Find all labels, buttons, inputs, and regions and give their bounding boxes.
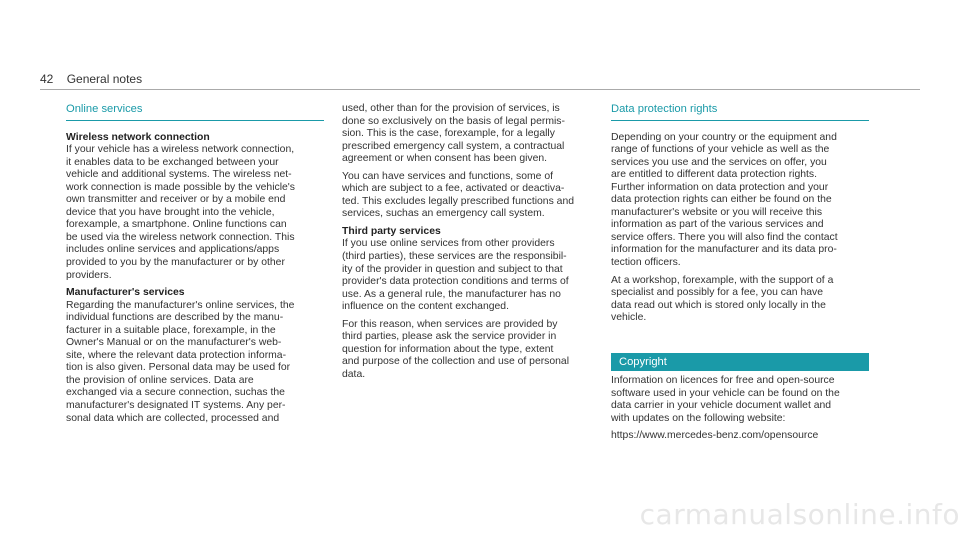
manufacturer-services-heading: Manufacturer's services — [66, 287, 185, 299]
wireless-network-text: If your vehicle has a wireless network connection, it enables data to be exchanged between your vehicle and additional systems. The wireless net- work connection is made possible by the vehicle's own transmitter and receiver or by a mobile end device that you have brought into the vehicle, forexample, a smartphone. Online functions can be used via the wireless network connection. This includes online services and applications/apps provided to you by the manufacturer or by other providers. — [66, 144, 295, 281]
paragraph-third-party-reason: For this reason, when services are provided by third parties, please ask the service provider in question for information about the type, extent and purpose of the collection and use of personal data. — [342, 318, 570, 380]
paragraph-activation: You can have services and functions, some of which are subject to a fee, activated or deactiva- ted. This excludes legally prescribed functions and services, suchas an emergency call system. — [342, 170, 574, 220]
column-data-protection — [611, 103, 869, 448]
paragraph-copyright: Information on licences for free and open-source software used in your vehicle can be found on the data carrier in your vehicle document wallet and with updates on the following website: — [611, 375, 840, 424]
header-rule — [40, 89, 920, 90]
paragraph-data-protection: Depending on your country or the equipment and range of functions of your vehicle as well as the services you use and the services on offer, you are entitled to different data protection rights. Further information on data protection and your data protection rights can either be found on the manufacturer's website or you will receive this information as part of the various services and service offers. There you will also find the contact information for the manufacturer and its data pro- tection officers. — [611, 131, 838, 269]
paragraph-workshop: At a workshop, forexample, with the support of a specialist and possibly for a fee, you can have data read out which is stored only locally in the vehicle. — [611, 274, 834, 324]
page-header — [40, 72, 142, 86]
copyright-banner: Copyright — [611, 353, 869, 372]
header-section-title: General notes — [66, 72, 143, 86]
wireless-network-heading: Wireless network connection — [66, 131, 210, 143]
data-protection-heading: Data protection rights — [611, 103, 869, 121]
opensource-url: https://www.mercedes-benz.com/opensource — [611, 430, 819, 442]
column-online-services — [66, 103, 324, 430]
manufacturer-services-text: Regarding the manufacturer's online services, the individual functions are described by the manu- facturer in a suitable place, forexample, in the Owner's Manual or on the manufacturer's web- site, where the relevant data protection informa- tion is also given. Personal data may be used for the provision of online services. Data are exchanged via a secure connection, suchas the manufacturer's designated IT systems. Any per- sonal data which are collected, processed and — [66, 299, 295, 424]
paragraph-third-party: If you use online services from other providers (third parties), these services are the responsibil- ity of the provider in question and subject to that provider's data protection conditions and terms of use. As a general rule, the manufacturer has no influence on the content exchanged. — [342, 238, 569, 313]
online-services-heading: Online services — [66, 103, 324, 121]
column-continued — [342, 103, 600, 386]
third-party-heading: Third party services — [342, 225, 441, 237]
page-number: 42 — [40, 72, 54, 86]
watermark: carmanualsonline.info — [639, 498, 960, 531]
paragraph-legal-permission: used, other than for the provision of services, is done so exclusively on the basis of legal permis- sion. This is the case, forexample, for a legally prescribed emergency call system, a contractual agreement or when consent has been given. — [342, 103, 565, 165]
